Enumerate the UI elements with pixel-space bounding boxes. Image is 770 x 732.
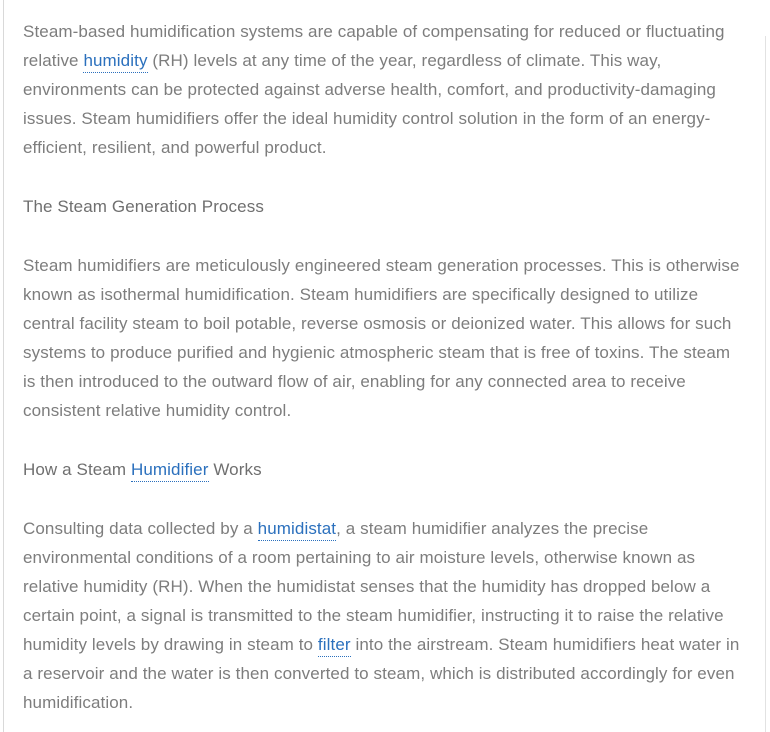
section-heading — [23, 192, 740, 221]
section-heading — [23, 455, 740, 484]
text-segment: Steam humidifiers are meticulously engineered steam generation processes. This is otherwise known as isothermal humidification. Steam humidifiers are specifically designed to utilize central facility steam to boil potable, reverse osmosis or deionized water. This allows for such systems to produce purified and hygienic atmospheric steam that is free of toxins. The steam is then introduced to the outward flow of air, enabling for any connected area to receive consistent relative humidity control. — [23, 256, 740, 420]
text-segment: Steam-based humidification systems are capable of compensating for reduced or fluctuating relative — [23, 22, 725, 70]
article-paragraph — [23, 251, 740, 425]
content-right-border — [765, 36, 766, 732]
text-segment: into the airstream. Steam humidifiers heat water in a reservoir and the water is then converted to steam, which is distributed accordingly for even humidification. — [23, 635, 740, 712]
text-segment: Works — [208, 460, 262, 479]
link-filter[interactable]: filter — [318, 635, 351, 657]
link-humidifier[interactable]: Humidifier — [131, 460, 209, 482]
text-segment: Consulting data collected by a — [23, 519, 258, 538]
article-paragraph — [23, 17, 740, 162]
link-humidistat[interactable]: humidistat — [258, 519, 336, 541]
link-humidity[interactable]: humidity — [83, 51, 147, 73]
text-segment: (RH) levels at any time of the year, regardless of climate. This way, environments can be protected against adverse health, comfort, and productivity-damaging issues. Steam humidifiers offer the ideal humidity control solution in the form of an energy-efficient, resilient, and powerful product. — [23, 51, 716, 157]
text-segment: The Steam Generation Process — [23, 197, 264, 216]
article-paragraph — [23, 514, 740, 717]
text-segment: How a Steam — [23, 460, 131, 479]
text-segment: , a steam humidifier analyzes the precise environmental conditions of a room pertaining to air moisture levels, otherwise known as relative humidity (RH). When the humidistat senses that the humidity has dropped below a certain point, a signal is transmitted to the steam humidifier, instructing it to raise the relative humidity levels by drawing in steam to — [23, 519, 724, 654]
